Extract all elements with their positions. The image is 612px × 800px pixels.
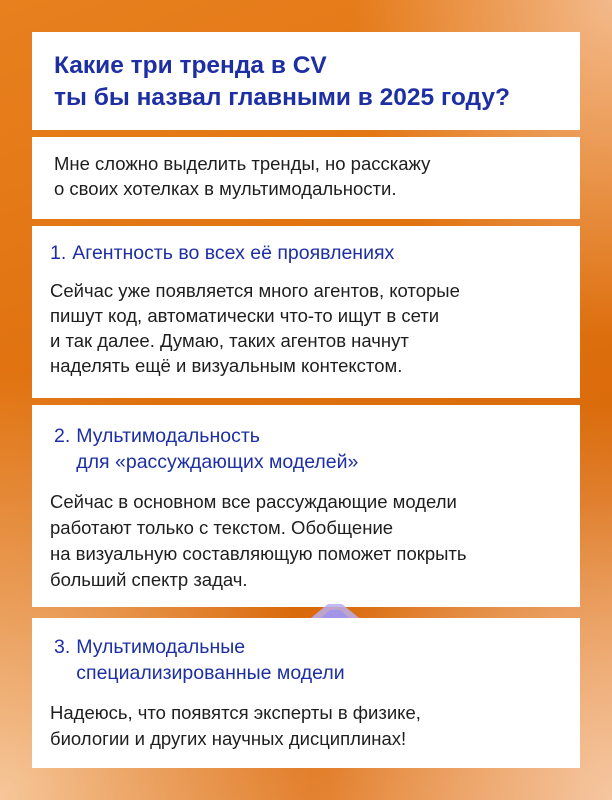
trend-heading-1 (50, 240, 562, 266)
question-card (32, 32, 580, 130)
intro-text: Мне сложно выделить тренды, но расскажу о своих хотелках в мультимодальности. (54, 153, 431, 199)
trend-number: 2. (54, 425, 71, 447)
trend-card-3 (32, 618, 580, 768)
trend-number: 3. (54, 636, 71, 658)
intro-card (32, 137, 580, 219)
trend-text: Сейчас в основном все рассуждающие модели работают только с текстом. Обобщение на визуальную составляющую поможет покрыть больший спектр задач. (50, 491, 467, 590)
trend-number: 1. (50, 242, 67, 264)
trend-heading-2 (50, 423, 562, 475)
trend-text: Надеюсь, что появятся эксперты в физике, биологии и других научных дисциплинах! (50, 702, 421, 749)
trend-heading-3 (50, 634, 562, 686)
trend-title: Агентность во всех её проявлениях (72, 242, 395, 264)
trend-text: Сейчас уже появляется много агентов, которые пишут код, автоматически что-то ищут в сети и так далее. Думаю, таких агентов начнут наделять ещё и визуальным контекстом. (50, 280, 460, 376)
trend-title: Мультимодальные специализированные модели (76, 636, 345, 684)
question-title: Какие три тренда в CV ты бы назвал главными в 2025 году? (54, 52, 510, 111)
trend-title: Мультимодальность для «рассуждающих моделей» (76, 425, 359, 473)
trend-card-2 (32, 405, 580, 607)
trend-card-1 (32, 226, 580, 398)
